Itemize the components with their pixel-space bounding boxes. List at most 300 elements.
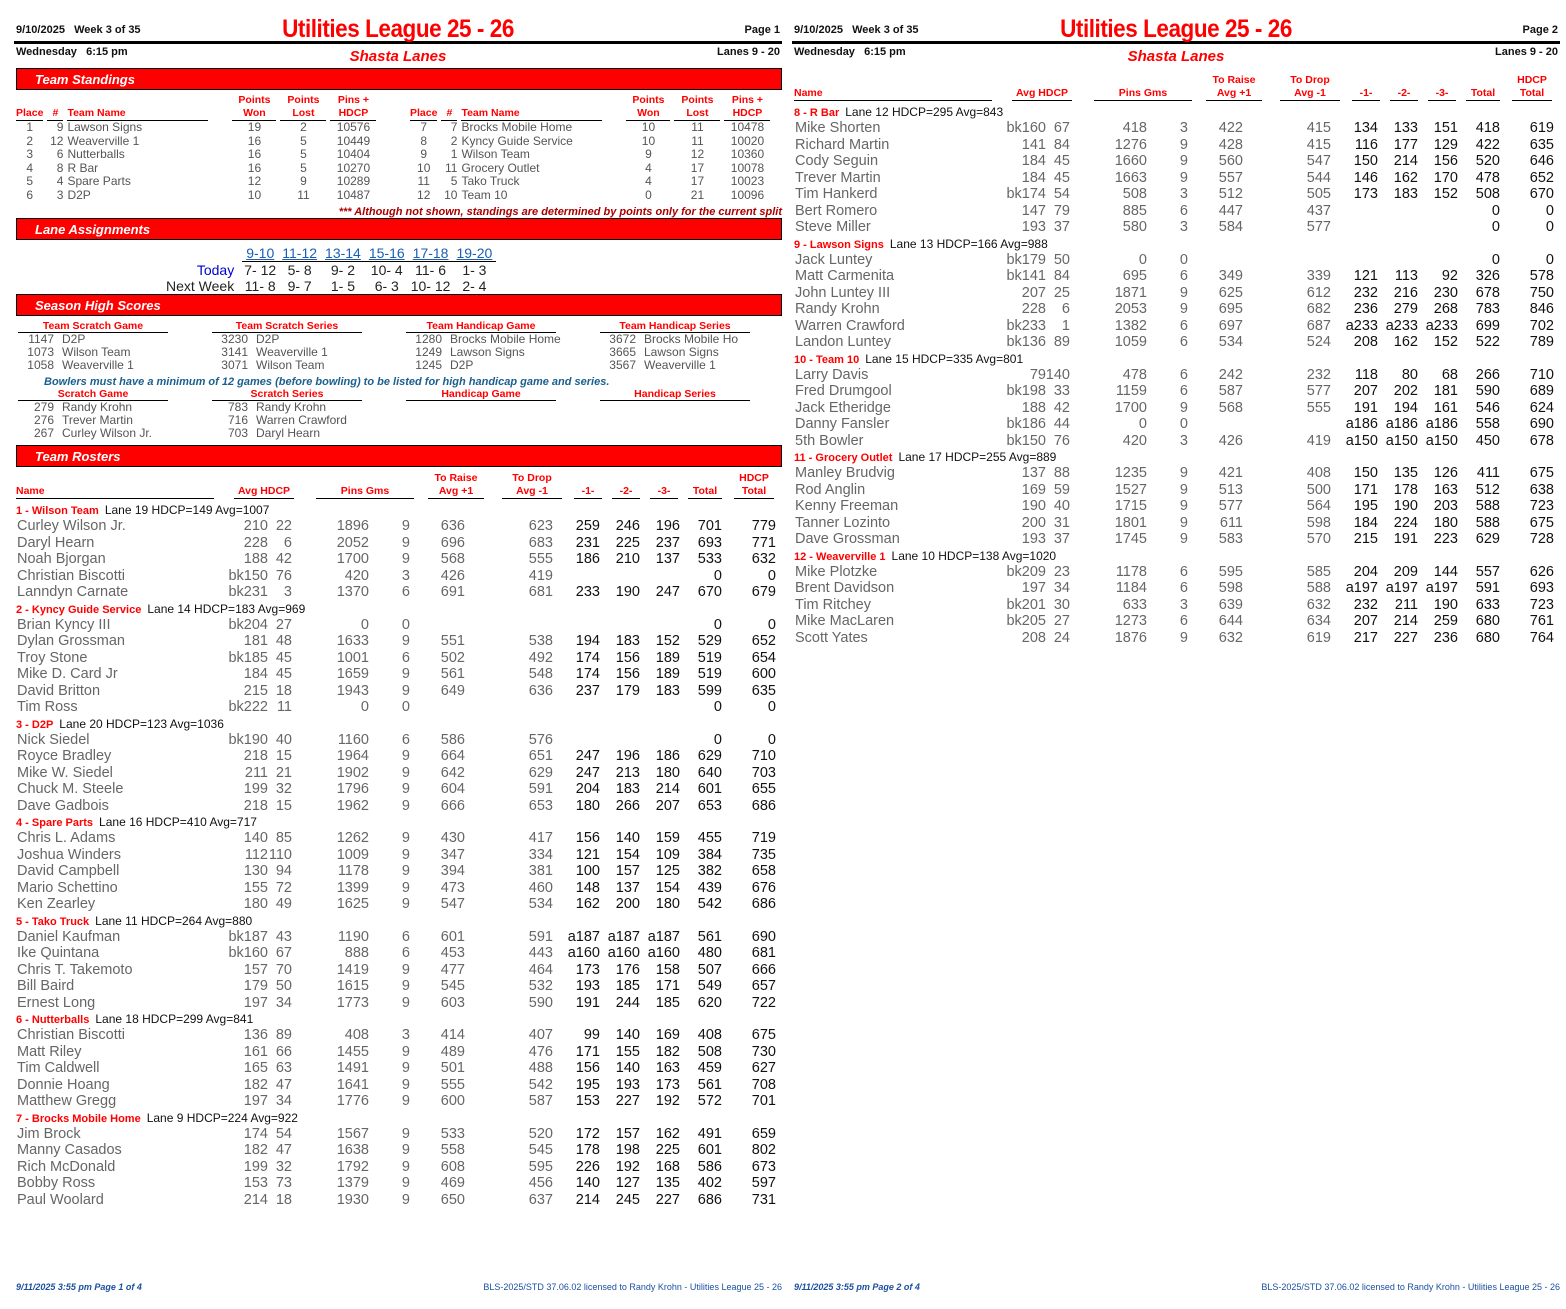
player-row xyxy=(794,400,1560,417)
player-games: 3 xyxy=(401,1027,410,1043)
report-page-1 xyxy=(14,0,784,1309)
player-handicap: 32 xyxy=(275,1158,292,1175)
player-game-3: 230 xyxy=(1433,284,1458,301)
player-average: 153 xyxy=(243,1175,268,1191)
player-total: 402 xyxy=(697,1175,722,1191)
player-to-raise: 512 xyxy=(1218,186,1243,202)
high-score-value: 1280 xyxy=(415,332,442,346)
high-score-value: 276 xyxy=(33,413,54,427)
lane-pair-header: 15-16 xyxy=(368,245,405,261)
player-row xyxy=(16,518,782,535)
standing-points-lost: 11 xyxy=(297,187,310,202)
player-game-3: a160 xyxy=(647,945,680,961)
col-won: Won xyxy=(232,107,276,121)
col-to-drop-top: To Drop xyxy=(1290,74,1330,86)
player-average: 181 xyxy=(243,633,268,649)
player-name: Jack Etheridge xyxy=(795,399,891,416)
player-game-1: 116 xyxy=(1354,136,1378,153)
team-name: 7 - Brocks Mobile Home xyxy=(16,1112,141,1125)
high-score-value: 716 xyxy=(227,413,248,427)
player-to-drop: 591 xyxy=(528,781,553,797)
player-name: Brent Davidson xyxy=(795,580,895,596)
player-games: 9 xyxy=(401,1076,410,1093)
player-games: 9 xyxy=(401,863,410,879)
player-total: 266 xyxy=(1475,366,1500,383)
player-total: 522 xyxy=(1475,334,1500,350)
standing-team-number: 12 xyxy=(50,133,64,148)
lane-today-matchup: 1- 3 xyxy=(452,262,496,279)
player-game-3: 168 xyxy=(655,1158,680,1175)
player-to-drop: 570 xyxy=(1306,531,1331,547)
standing-team-name: D2P xyxy=(67,187,91,202)
player-game-1: 171 xyxy=(575,1043,600,1060)
lane-next-week-matchup: 6- 3 xyxy=(374,278,399,294)
player-pins: 1370 xyxy=(336,584,369,600)
col-place: Place xyxy=(410,107,438,119)
high-score-name: Randy Krohn xyxy=(62,400,133,414)
player-pins: 1567 xyxy=(336,1125,369,1142)
player-game-3: 192 xyxy=(655,1093,680,1109)
player-to-raise: 349 xyxy=(1218,268,1243,284)
high-team-handicap-game xyxy=(406,320,566,372)
player-handicap: 42 xyxy=(1053,399,1070,416)
player-total: 653 xyxy=(697,797,722,814)
player-to-drop: 419 xyxy=(1306,432,1331,449)
player-game-3: a197 xyxy=(1425,580,1458,596)
player-to-raise: 632 xyxy=(1218,629,1243,646)
player-games: 9 xyxy=(401,682,410,699)
player-total: 480 xyxy=(697,945,722,961)
high-score-row xyxy=(212,359,372,372)
player-games: 9 xyxy=(401,748,410,764)
player-row xyxy=(794,367,1560,384)
player-name: Dave Grossman xyxy=(795,531,900,547)
player-game-1: 100 xyxy=(575,863,600,879)
player-name: Danny Fansler xyxy=(795,416,890,432)
player-total: 384 xyxy=(697,846,722,863)
player-games: 0 xyxy=(401,699,410,715)
player-to-drop: 476 xyxy=(528,1043,553,1060)
player-games: 9 xyxy=(401,830,410,846)
player-name: Mario Schettino xyxy=(17,879,118,896)
player-games: 9 xyxy=(1179,531,1188,547)
player-games: 9 xyxy=(401,1142,410,1158)
player-row xyxy=(16,584,782,601)
player-to-raise: 568 xyxy=(1218,399,1243,416)
player-pins: 1896 xyxy=(336,518,369,534)
player-row xyxy=(16,830,782,847)
page-number: Page 2 xyxy=(1522,24,1558,36)
player-to-drop: 623 xyxy=(528,518,553,534)
player-total: 508 xyxy=(697,1043,722,1060)
player-game-1: 232 xyxy=(1353,596,1378,613)
player-pins: 1262 xyxy=(336,830,369,846)
player-to-drop: 407 xyxy=(528,1027,553,1043)
player-handicap: 21 xyxy=(275,764,292,781)
player-total: 680 xyxy=(1475,629,1500,646)
col-pins: HDCP xyxy=(724,107,770,121)
player-to-drop: 619 xyxy=(1306,629,1331,646)
team-name: 4 - Spare Parts xyxy=(16,817,94,829)
player-games: 9 xyxy=(401,666,410,682)
player-game-2: 156 xyxy=(615,666,640,682)
spacer xyxy=(210,121,230,135)
player-game-2: 183 xyxy=(615,781,640,797)
high-score-name: D2P xyxy=(62,332,86,346)
player-to-raise: 649 xyxy=(440,682,465,699)
high-score-value: 703 xyxy=(227,426,248,440)
player-hdcp-total: 0 xyxy=(1545,251,1554,268)
player-game-3: 158 xyxy=(655,961,680,978)
player-game-1: 247 xyxy=(575,748,600,764)
high-team-scratch-series xyxy=(212,320,372,372)
standing-pins-hdcp: 10478 xyxy=(730,120,765,134)
high-score-name: Warren Crawford xyxy=(256,413,347,427)
player-to-raise: 558 xyxy=(440,1142,465,1158)
footer-license: BLS-2025/STD 37.06.02 licensed to Randy Krohn - Utilities League 25 - 26 xyxy=(1261,1282,1560,1292)
player-name: Ike Quintana xyxy=(17,945,100,961)
player-row xyxy=(794,252,1560,269)
player-pins: 1615 xyxy=(336,978,369,994)
spacer xyxy=(604,121,624,135)
player-games: 6 xyxy=(401,945,410,961)
player-name: Mike W. Siedel xyxy=(17,764,113,781)
player-game-3: 68 xyxy=(1441,366,1458,383)
player-game-3: 161 xyxy=(1433,399,1458,416)
player-name: Cody Seguin xyxy=(795,153,879,169)
player-game-2: 155 xyxy=(615,1043,640,1060)
player-games: 0 xyxy=(401,616,410,633)
standing-pins-hdcp: 10360 xyxy=(730,147,765,161)
spacer xyxy=(210,162,230,176)
standing-points-won: 10 xyxy=(247,187,262,202)
player-game-2: 246 xyxy=(615,518,640,534)
player-games: 6 xyxy=(1179,202,1188,219)
player-row xyxy=(794,597,1560,614)
player-handicap: 140 xyxy=(1045,366,1070,383)
player-hdcp-total: 719 xyxy=(751,830,776,846)
player-game-3: 163 xyxy=(1433,481,1458,498)
player-row xyxy=(16,896,782,913)
col-game-1 xyxy=(574,485,602,499)
player-game-3: 162 xyxy=(655,1125,680,1142)
col-to-raise-top: To Raise xyxy=(1212,74,1256,86)
player-to-drop: 417 xyxy=(528,830,553,846)
spacer xyxy=(604,148,624,162)
report-page-2 xyxy=(792,0,1562,1309)
player-to-drop: 564 xyxy=(1306,498,1331,514)
player-games: 9 xyxy=(1179,465,1188,481)
standings-row xyxy=(14,175,378,189)
player-row xyxy=(794,482,1560,499)
player-name: Bert Romero xyxy=(795,202,878,219)
standing-place: 9 xyxy=(420,147,428,161)
player-total: 542 xyxy=(697,896,722,912)
player-to-drop: 500 xyxy=(1306,481,1331,498)
standing-team-name: Kyncy Guide Service xyxy=(461,133,573,148)
player-hdcp-total: 690 xyxy=(751,928,776,945)
player-hdcp-total: 652 xyxy=(1529,169,1554,186)
player-row xyxy=(794,564,1560,581)
player-name: Paul Woolard xyxy=(17,1191,104,1208)
player-row xyxy=(16,962,782,979)
standing-place: 3 xyxy=(26,147,34,161)
player-row xyxy=(794,268,1560,285)
player-total: 699 xyxy=(1475,317,1500,334)
player-average: bk201 xyxy=(1006,596,1046,613)
player-game-1: 146 xyxy=(1353,169,1378,186)
player-games: 6 xyxy=(401,649,410,666)
standing-team-number: 3 xyxy=(56,187,64,202)
player-total: 686 xyxy=(697,1191,722,1208)
team-header xyxy=(794,104,1560,120)
player-average: 179 xyxy=(243,978,268,994)
player-row xyxy=(794,498,1560,515)
player-name: Daniel Kaufman xyxy=(17,928,121,945)
lane-pair-header: 19-20 xyxy=(456,245,493,261)
player-average: 199 xyxy=(243,1158,268,1175)
player-game-2: 133 xyxy=(1393,120,1418,136)
team-header xyxy=(16,1110,782,1126)
player-total: 680 xyxy=(1475,613,1500,629)
player-game-2: 140 xyxy=(615,830,640,846)
player-handicap: 18 xyxy=(275,1191,292,1208)
player-hdcp-total: 619 xyxy=(1529,120,1554,136)
col-game-2-label: -2- xyxy=(612,485,640,499)
high-team-handicap-series xyxy=(600,320,760,372)
high-score-value: 3672 xyxy=(609,332,636,346)
player-handicap: 33 xyxy=(1053,383,1070,399)
player-game-1: 214 xyxy=(575,1191,600,1208)
standing-points-lost: 2 xyxy=(300,120,307,134)
high-score-value: 1245 xyxy=(415,358,442,372)
player-total: 382 xyxy=(697,863,722,879)
player-total: 557 xyxy=(1475,563,1500,580)
player-to-raise: 428 xyxy=(1218,136,1243,153)
player-total: 529 xyxy=(697,633,722,649)
player-row xyxy=(794,416,1560,433)
standing-team-name: Team 10 xyxy=(461,187,508,202)
player-game-2: 113 xyxy=(1394,268,1418,284)
high-scores-note: Bowlers must have a minimum of 12 games (before bowling) to be listed for high handicap game and series. xyxy=(44,376,610,388)
standing-points-won: 10 xyxy=(641,133,656,148)
player-games: 9 xyxy=(1179,629,1188,646)
player-total: 629 xyxy=(1475,531,1500,547)
player-game-3: 189 xyxy=(655,649,680,666)
player-total: 586 xyxy=(697,1158,722,1175)
player-games: 6 xyxy=(1179,317,1188,334)
player-pins: 1660 xyxy=(1114,153,1147,169)
player-handicap: 48 xyxy=(275,633,292,649)
player-handicap: 54 xyxy=(275,1125,292,1142)
player-pins: 0 xyxy=(1138,416,1147,432)
player-to-drop: 651 xyxy=(528,748,553,764)
player-average: bk179 xyxy=(1006,251,1046,268)
team-header xyxy=(794,449,1560,465)
player-games: 9 xyxy=(401,534,410,551)
high-score-title: Scratch Game xyxy=(18,388,168,401)
team-info: Lane 11 HDCP=264 Avg=880 xyxy=(95,913,253,928)
player-pins: 1625 xyxy=(336,896,369,912)
standing-points-won: 10 xyxy=(641,120,656,134)
player-game-1: 191 xyxy=(575,994,600,1011)
team-header xyxy=(16,502,782,518)
standing-points-won: 4 xyxy=(645,174,652,188)
player-games: 9 xyxy=(401,1093,410,1109)
player-average: bk186 xyxy=(1006,416,1046,432)
standing-place: 11 xyxy=(417,174,430,188)
high-score-row xyxy=(18,427,178,440)
col-to-raise-top: To Raise xyxy=(434,472,478,484)
player-total: 455 xyxy=(697,830,722,846)
player-to-drop: 595 xyxy=(528,1158,553,1175)
player-pins: 1178 xyxy=(1115,563,1147,580)
player-average: bk136 xyxy=(1006,334,1046,350)
player-average: 210 xyxy=(243,518,268,534)
player-total: 620 xyxy=(697,994,722,1011)
player-game-3: 189 xyxy=(655,666,680,682)
player-name: Tim Hankerd xyxy=(795,186,878,202)
player-to-drop: 544 xyxy=(1306,169,1331,186)
player-handicap: 27 xyxy=(275,616,292,633)
footer-print-info: 9/11/2025 3:55 pm Page 2 of 4 xyxy=(794,1282,920,1292)
player-hdcp-total: 690 xyxy=(1529,416,1554,432)
lane-today-matchup: 7- 12 xyxy=(242,262,278,279)
standing-pins-hdcp: 10449 xyxy=(336,133,371,148)
player-to-drop: 681 xyxy=(528,584,553,600)
team-header xyxy=(16,814,782,830)
player-game-1: a233 xyxy=(1345,317,1378,334)
player-to-drop: 637 xyxy=(528,1191,553,1208)
player-handicap: 84 xyxy=(1053,268,1070,284)
player-pins: 1633 xyxy=(336,633,369,649)
player-game-2: 137 xyxy=(615,879,640,896)
player-game-3: 92 xyxy=(1441,268,1458,284)
col-num: # xyxy=(441,107,457,121)
standing-team-name: Tako Truck xyxy=(461,174,520,188)
col-game-1-label: -1- xyxy=(574,485,602,499)
player-pins: 1773 xyxy=(336,994,369,1011)
player-name: Landon Luntey xyxy=(795,334,891,350)
player-game-1: 204 xyxy=(575,781,600,797)
player-average: 208 xyxy=(1021,629,1046,646)
standing-points-won: 16 xyxy=(247,133,262,148)
lane-pair-header: 13-14 xyxy=(325,245,361,261)
player-average: 200 xyxy=(1021,514,1046,531)
lane-today-matchup: 11- 6 xyxy=(409,262,453,279)
team-name: 2 - Kyncy Guide Service xyxy=(16,603,142,616)
spacer xyxy=(210,175,230,189)
player-game-2: 200 xyxy=(615,896,640,912)
player-game-2: 227 xyxy=(1393,629,1418,646)
player-games: 9 xyxy=(401,764,410,781)
player-pins: 1902 xyxy=(336,764,369,781)
player-name: Kenny Freeman xyxy=(795,498,899,514)
player-handicap: 3 xyxy=(283,584,292,600)
player-hdcp-total: 681 xyxy=(751,945,776,961)
player-average: 215 xyxy=(243,682,268,699)
spacer xyxy=(604,175,624,189)
high-score-value: 267 xyxy=(33,426,54,440)
player-pins: 1399 xyxy=(336,879,369,896)
player-name: Noah Bjorgan xyxy=(17,551,106,567)
player-name: Daryl Hearn xyxy=(17,534,95,551)
high-score-name: Wilson Team xyxy=(256,358,325,372)
player-to-drop: 505 xyxy=(1306,186,1331,202)
player-row xyxy=(794,120,1560,137)
player-games: 9 xyxy=(401,879,410,896)
player-to-drop: 381 xyxy=(528,863,553,879)
player-pins: 1382 xyxy=(1114,317,1147,334)
player-hdcp-total: 638 xyxy=(1529,481,1554,498)
player-game-2: 210 xyxy=(615,551,640,567)
page-header xyxy=(14,15,782,44)
col-lost: Lost xyxy=(280,107,326,121)
player-row xyxy=(16,568,782,585)
player-pins: 633 xyxy=(1122,596,1147,613)
player-hdcp-total: 764 xyxy=(1529,629,1554,646)
player-handicap: 89 xyxy=(275,1027,292,1043)
header-week: Week 3 of 35 xyxy=(74,24,141,36)
player-game-1: 174 xyxy=(575,649,600,666)
player-name: David Campbell xyxy=(17,863,120,879)
player-to-raise: 636 xyxy=(440,518,465,534)
player-to-raise: 691 xyxy=(440,584,465,600)
standing-team-number: 9 xyxy=(56,120,64,134)
standing-points-lost: 17 xyxy=(690,160,705,175)
player-hdcp-total: 723 xyxy=(1529,498,1554,514)
player-hdcp-total: 597 xyxy=(751,1175,776,1191)
standings-row xyxy=(408,162,772,176)
player-hdcp-total: 689 xyxy=(1529,383,1554,399)
player-games: 9 xyxy=(401,846,410,863)
player-average: 169 xyxy=(1021,481,1046,498)
player-game-1: 171 xyxy=(1353,481,1378,498)
col-name xyxy=(794,87,992,101)
standing-points-lost: 5 xyxy=(300,147,307,161)
col-pins-games-label: Pins Gms xyxy=(316,485,414,499)
high-score-title: Team Handicap Series xyxy=(600,320,750,333)
high-score-name: Trever Martin xyxy=(62,413,133,427)
player-handicap: 6 xyxy=(283,534,292,551)
player-handicap: 22 xyxy=(275,518,292,534)
player-row xyxy=(16,781,782,798)
player-average: 188 xyxy=(243,551,268,567)
player-hdcp-total: 710 xyxy=(751,748,776,764)
player-handicap: 67 xyxy=(1053,120,1070,136)
player-handicap: 32 xyxy=(275,781,292,797)
player-hdcp-total: 750 xyxy=(1529,284,1554,301)
player-name: Manley Brudvig xyxy=(795,465,895,481)
player-row xyxy=(794,170,1560,187)
player-to-raise: 584 xyxy=(1218,219,1243,235)
player-game-2: 190 xyxy=(1393,498,1418,514)
player-handicap: 18 xyxy=(275,682,292,699)
high-score-name: D2P xyxy=(450,358,474,372)
player-games: 9 xyxy=(1179,136,1188,153)
col-avg-hdcp-label: Avg HDCP xyxy=(1012,87,1072,101)
player-handicap: 43 xyxy=(275,928,292,945)
player-handicap: 42 xyxy=(275,551,292,567)
player-to-drop: 632 xyxy=(1306,596,1331,613)
player-row xyxy=(16,765,782,782)
standings-row xyxy=(408,189,772,203)
player-to-raise: 561 xyxy=(440,666,465,682)
player-hdcp-total: 0 xyxy=(767,567,776,584)
footer-license: BLS-2025/STD 37.06.02 licensed to Randy Krohn - Utilities League 25 - 26 xyxy=(483,1282,782,1292)
player-handicap: 11 xyxy=(276,699,292,715)
player-to-drop: 419 xyxy=(528,567,553,584)
